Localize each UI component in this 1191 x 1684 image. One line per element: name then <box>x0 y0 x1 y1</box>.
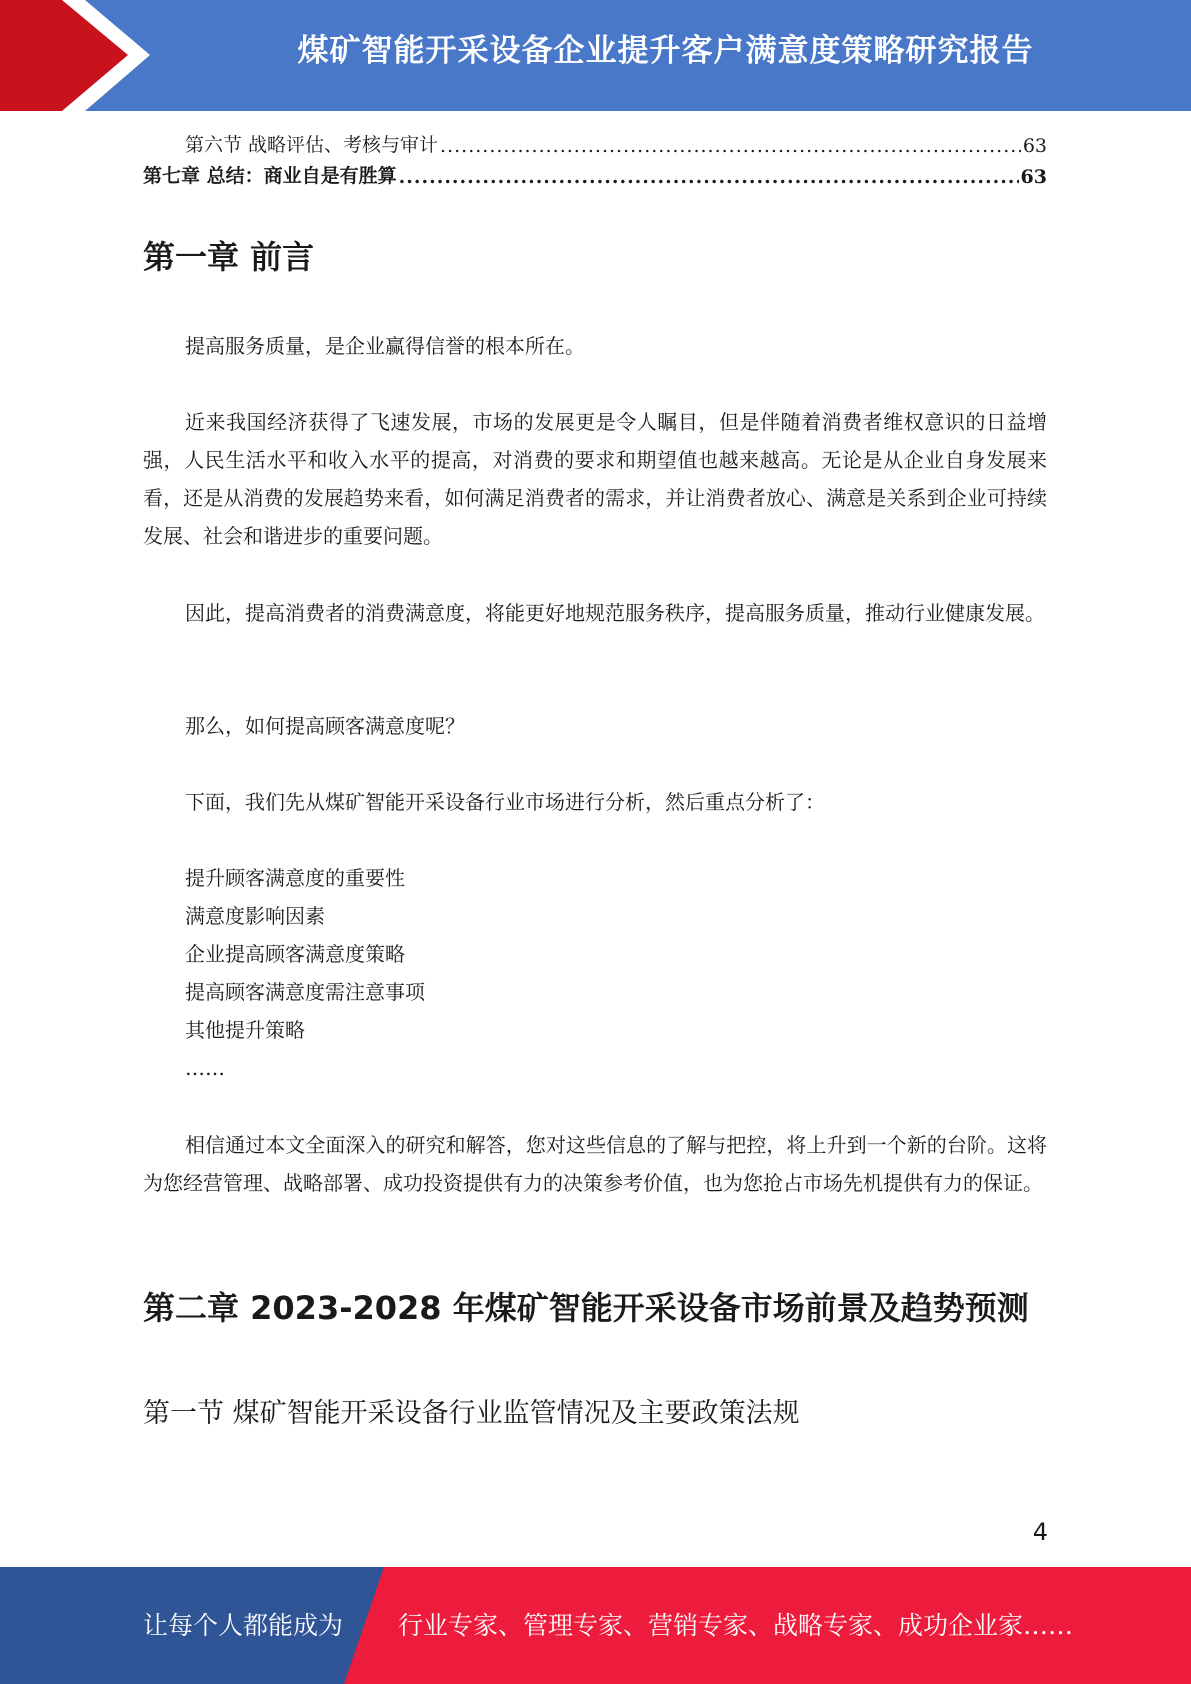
toc-entry[interactable] <box>185 130 1047 157</box>
report-title: 煤矿智能开采设备企业提升客户满意度策略研究报告 <box>297 33 1034 69</box>
chapter-heading: 第一章 前言 <box>143 238 315 276</box>
list-item: …… <box>185 1056 225 1080</box>
paragraph: 下面，我们先从煤矿智能开采设备行业市场进行分析，然后重点分析了： <box>185 790 825 814</box>
topic-list <box>185 859 1045 1087</box>
chapter-heading: 第二章 2023-2028 年煤矿智能开采设备市场前景及趋势预测 <box>143 1289 1029 1327</box>
paragraph: 提高服务质量，是企业赢得信誉的根本所在。 <box>185 334 585 358</box>
paragraph: 相信通过本文全面深入的研究和解答，您对这些信息的了解与把控，将上升到一个新的台阶。这将为您经营管理、战略部署、成功投资提供有力的决策参考价值，也为您抢占市场先机提供有力的保证。 <box>143 1133 1047 1195</box>
footer-slogan-left: 让每个人都能成为 <box>143 1611 344 1640</box>
list-item: 满意度影响因素 <box>185 904 325 928</box>
list-item: 其他提升策略 <box>185 1018 305 1042</box>
paragraph: 那么，如何提高顾客满意度呢？ <box>185 714 465 738</box>
toc-entry[interactable] <box>143 161 1047 188</box>
list-item: 企业提高顾客满意度策略 <box>185 942 405 966</box>
list-item: 提升顾客满意度的重要性 <box>185 866 405 890</box>
section-heading: 第一节 煤矿智能开采设备行业监管情况及主要政策法规 <box>143 1398 800 1429</box>
list-item: 提高顾客满意度需注意事项 <box>185 980 425 1004</box>
paragraph: 因此，提高消费者的消费满意度，将能更好地规范服务秩序，提高服务质量，推动行业健康发展。 <box>185 601 1045 625</box>
toc-entry-title: 第六节 战略评估、考核与审计 <box>185 134 439 156</box>
toc-entry-title: 第七章 总结：商业自是有胜算 <box>143 165 397 187</box>
toc-leader-dots <box>440 135 1021 157</box>
toc-leader-dots <box>399 166 1019 188</box>
toc-entry-page: 63 <box>1022 135 1047 157</box>
page-number: 4 <box>1032 1518 1048 1546</box>
toc-entry-page: 63 <box>1020 166 1047 188</box>
page-header <box>0 0 1191 111</box>
page-footer <box>0 1567 1191 1684</box>
footer-slogan-right: 行业专家、管理专家、营销专家、战略专家、成功企业家…… <box>398 1611 1074 1640</box>
paragraph: 近来我国经济获得了飞速发展，市场的发展更是令人瞩目，但是伴随着消费者维权意识的日益增强，人民生活水平和收入水平的提高，对消费的要求和期望值也越来越高。无论是从企业自身发展来看，还是从消费的发展趋势来看，如何满足消费者的需求，并让消费者放心、满意是关系到企业可持续发展、社会和谐进步的重要问题。 <box>143 410 1047 548</box>
